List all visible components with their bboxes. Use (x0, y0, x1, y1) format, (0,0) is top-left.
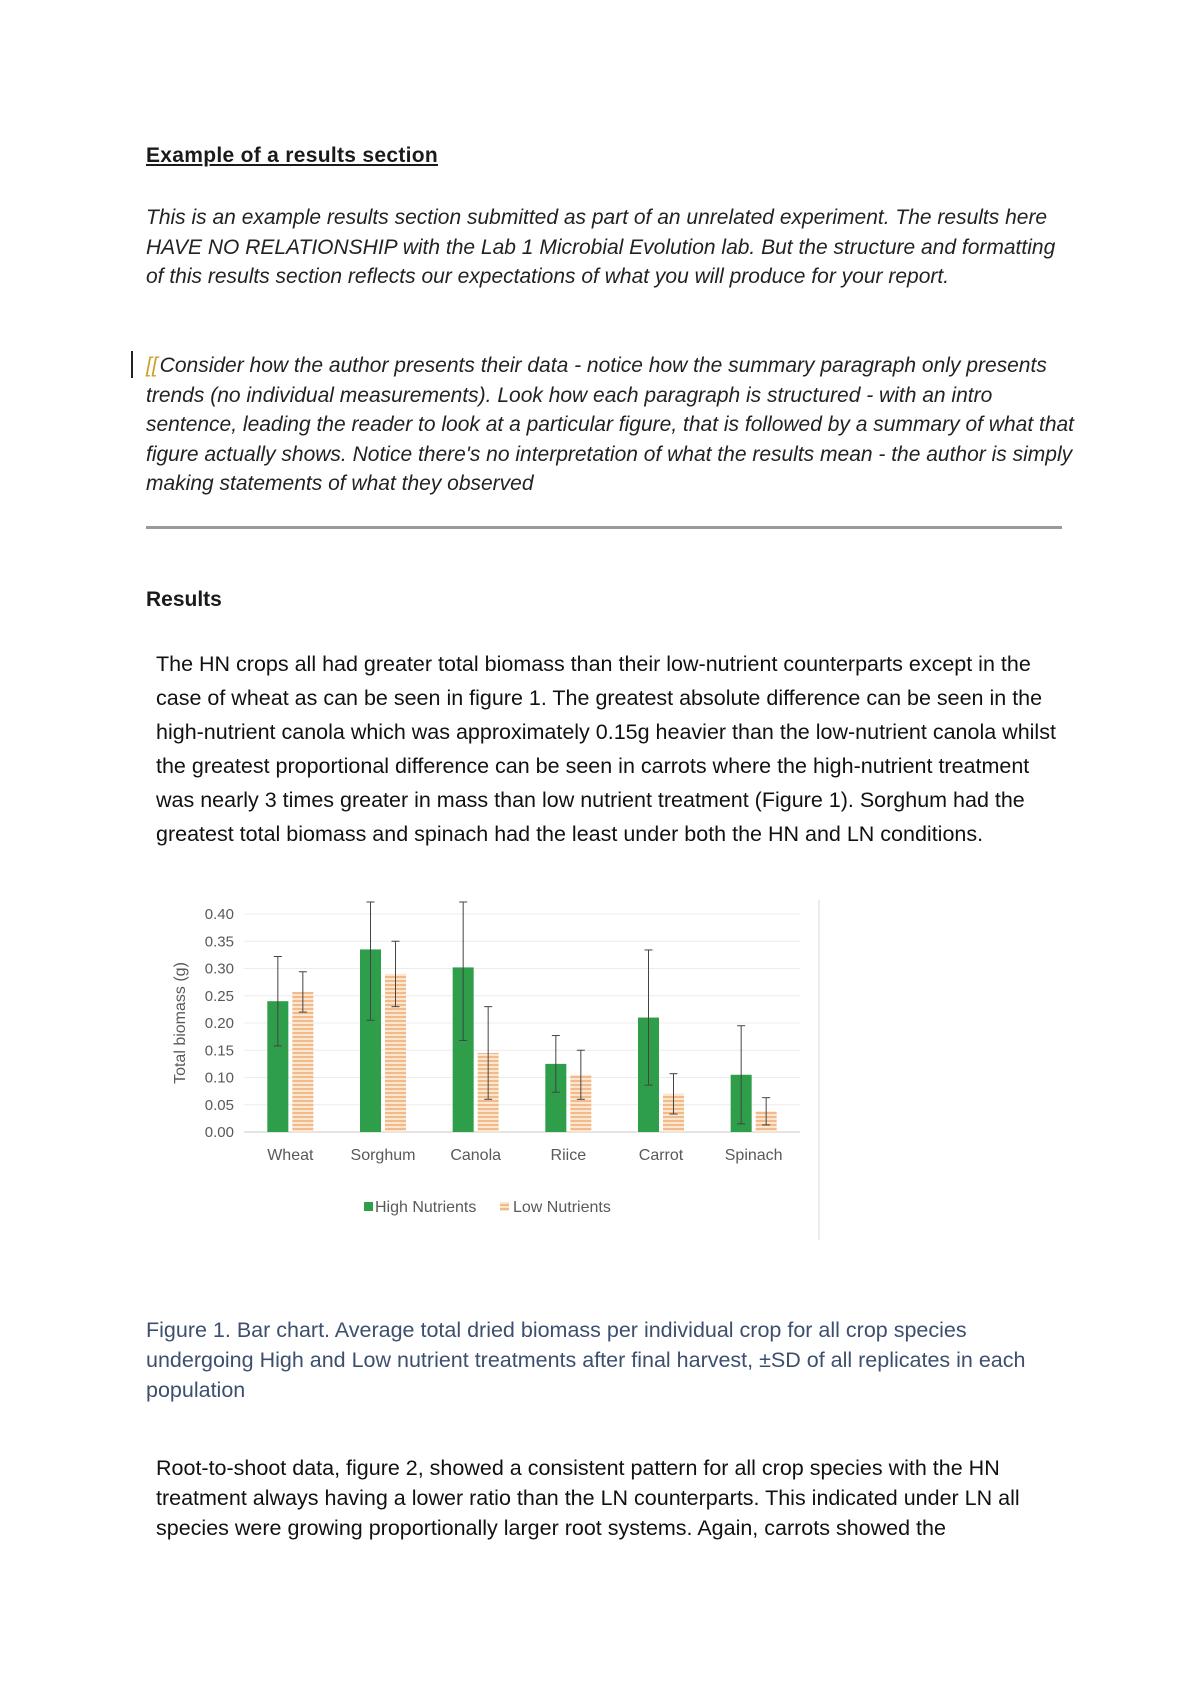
legend-swatch-high (364, 1202, 373, 1211)
figure-caption: Figure 1. Bar chart. Average total dried biomass per individual crop for all crop species undergoing High and Low nutrient treatments after final harvest, ±SD of all replicates in each population (146, 1318, 1026, 1402)
results-heading: Results (146, 588, 222, 611)
legend-swatch-low (500, 1202, 509, 1211)
biomass-bar-chart (160, 900, 832, 1240)
y-tick-label: 0.15 (204, 1042, 234, 1060)
y-tick-label: 0.00 (204, 1124, 234, 1141)
guidance-note (146, 351, 1076, 499)
results-paragraph-2: Root-to-shoot data, figure 2, showed a consistent pattern for all crop species with the HN treatment always having a lower ratio than the LN counterparts. This indicated under LN all species were growing proportionally larger root systems. Again, carrots showed the (156, 1456, 1020, 1540)
y-tick-label: 0.05 (204, 1096, 234, 1114)
results-paragraph-1: The HN crops all had greater total biomass than their low-nutrient counterparts except in the case of wheat as can be seen in figure 1. The greatest absolute difference can be seen in the high-nutrient canola which was approximately 0.15g heavier than the low-nutrient canola whilst the greatest proportional difference can be seen in carrots where the high-nutrient treatment was nearly 3 times greater in mass than low nutrient treatment (Figure 1). Sorghum had the greatest total biomass and spinach had the least under both the HN and LN conditions. (156, 652, 1056, 846)
y-tick-label: 0.20 (204, 1015, 234, 1032)
x-category-label: Canola (450, 1147, 502, 1164)
intro-paragraph: This is an example results section submitted as part of an unrelated experiment. The results here HAVE NO RELATIONSHIP with the Lab 1 Microbial Evolution lab. But the structure and formatting of this results section reflects our expectations of what you will produce for your report. (146, 206, 1056, 288)
legend-label-high: High Nutrients (375, 1199, 477, 1216)
y-tick-label: 0.10 (204, 1069, 234, 1087)
x-category-label: Spinach (724, 1147, 783, 1164)
y-tick-label: 0.25 (204, 987, 234, 1005)
y-tick-label: 0.35 (204, 933, 234, 951)
x-category-label: Riice (550, 1147, 587, 1164)
section-heading: Example of a results section (146, 144, 439, 167)
guidance-note-text: Consider how the author presents their data - notice how the summary paragraph only presents trends (no individual measurements). Look how each paragraph is structured - with an intro sentence, leading the reader to look at a particular figure, that is followed by a summary of what that figure actually shows. Notice there's no interpretation of what the results mean - the author is simply making statements of what they observed (146, 354, 1075, 495)
y-tick-label: 0.40 (204, 906, 234, 923)
legend-label-low: Low Nutrients (513, 1199, 611, 1216)
horizontal-rule (146, 526, 1062, 529)
comment-anchor[interactable]: [[ (146, 354, 158, 377)
bar-low-wheat (292, 992, 313, 1132)
text-cursor (131, 351, 133, 378)
y-tick-label: 0.30 (204, 960, 234, 978)
y-axis-title: Total biomass (g) (172, 962, 189, 1084)
x-category-label: Carrot (638, 1147, 684, 1164)
x-category-label: Wheat (267, 1147, 314, 1164)
x-category-label: Sorghum (350, 1147, 416, 1164)
